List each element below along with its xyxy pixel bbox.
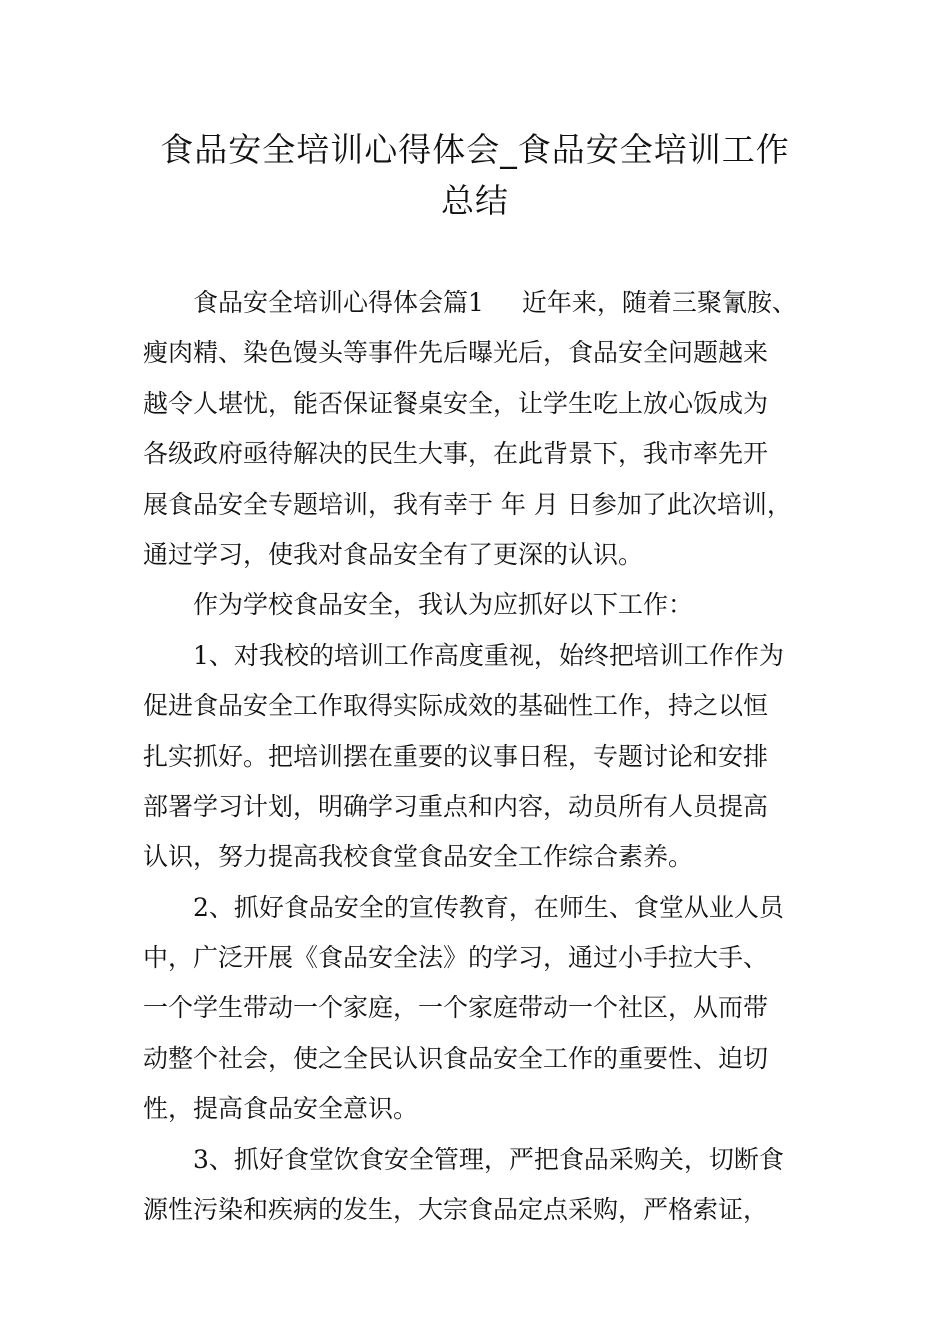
paragraph-line: 扎实抓好。把培训摆在重要的议事日程，专题讨论和安排 xyxy=(143,741,769,771)
document-title-line-1: 食品安全培训心得体会_食品安全培训工作 xyxy=(160,130,790,169)
paragraph-line xyxy=(143,278,833,328)
paragraph-line: 各级政府亟待解决的民生大事，在此背景下，我市率先开 xyxy=(143,439,769,469)
paragraph-line: 展食品安全专题培训，我有幸于 年 月 日参加了此次培训， xyxy=(143,489,792,519)
paragraph-heading-text: 食品安全培训心得体会篇1 xyxy=(193,288,484,317)
paragraph-line: 促进食品安全工作取得实际成效的基础性工作，持之以恒 xyxy=(143,691,769,721)
document-title-line-2: 总结 xyxy=(441,181,509,220)
paragraph-line: 性，提高食品安全意识。 xyxy=(143,1094,419,1124)
paragraph-line: 中，广泛开展《食品安全法》的学习，通过小手拉大手、 xyxy=(143,943,769,973)
paragraph-line: 3、抓好食堂饮食安全管理，严把食品采购关，切断食 xyxy=(193,1144,784,1174)
paragraph-line: 一个学生带动一个家庭，一个家庭带动一个社区，从而带 xyxy=(143,993,769,1023)
document-body xyxy=(143,278,833,1235)
paragraph-line: 认识，努力提高我校食堂食品安全工作综合素养。 xyxy=(143,842,694,872)
paragraph-line: 1、对我校的培训工作高度重视，始终把培训工作作为 xyxy=(193,640,784,670)
paragraph-line: 越令人堪忧，能否保证餐桌安全，让学生吃上放心饭成为 xyxy=(143,388,769,418)
paragraph-line: 部署学习计划，明确学习重点和内容，动员所有人员提高 xyxy=(143,791,769,821)
paragraph-line: 2、抓好食品安全的宣传教育，在师生、食堂从业人员 xyxy=(193,892,784,922)
paragraph-text: 近年来，随着三聚氰胺、 xyxy=(521,288,797,317)
paragraph-line: 动整个社会，使之全民认识食品安全工作的重要性、迫切 xyxy=(143,1043,769,1073)
paragraph-line: 通过学习，使我对食品安全有了更深的认识。 xyxy=(143,539,644,569)
paragraph-line: 瘦肉精、染色馒头等事件先后曝光后，食品安全问题越来 xyxy=(143,338,769,368)
paragraph-line: 作为学校食品安全，我认为应抓好以下工作： xyxy=(193,590,694,620)
paragraph-line: 源性污染和疾病的发生，大宗食品定点采购，严格索证， xyxy=(143,1195,769,1225)
